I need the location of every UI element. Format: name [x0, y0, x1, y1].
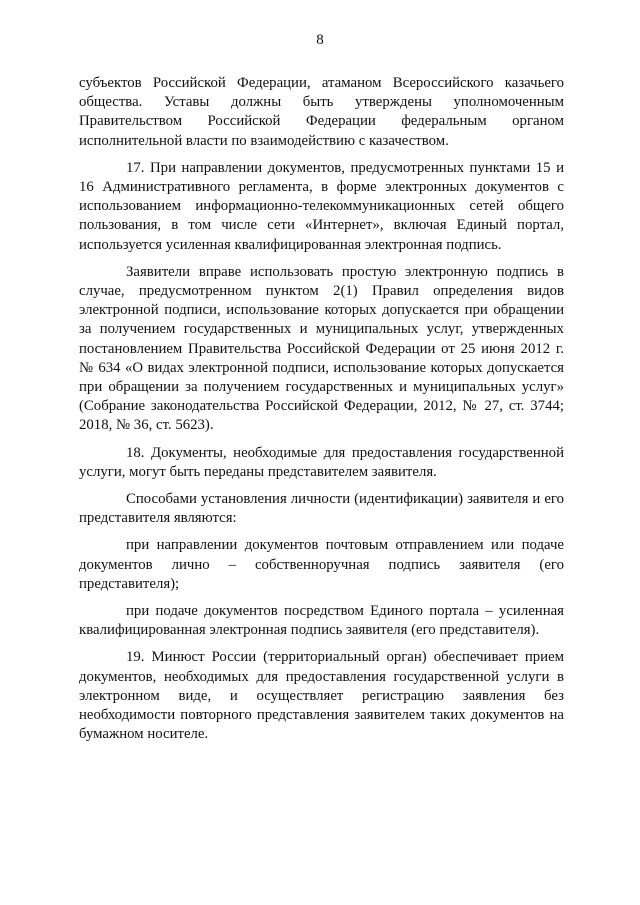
paragraph-gap	[79, 640, 564, 648]
paragraph-19: 19. Минюст России (территориальный орган) обеспечивает прием документов, необходимых для предоставления государственной услуги в электронном виде, и осуществляет регистрацию заявления без необходимости повторного представления заявителем таких документов на бумажном носителе.	[79, 649, 564, 743]
paragraph-gap	[79, 528, 564, 536]
page-number: 8	[316, 32, 324, 48]
paragraph-gap	[79, 255, 564, 263]
paragraph-gap	[79, 436, 564, 444]
paragraph-17: 17. При направлении документов, предусмотренных пунктами 15 и 16 Административного регламента, в форме электронных документов с использованием информационно-телекоммуникационных сетей общего пользования, в том числе сети «Интернет», включая Единый портал, используется усиленная квалифицированная электронная подпись.	[79, 159, 564, 253]
paragraph-gap	[79, 594, 564, 602]
paragraph-18: 18. Документы, необходимые для предоставления государственной услуги, могут быть переданы представителем заявителя.	[79, 444, 564, 480]
paragraph-portal-submission: при подаче документов посредством Единого портала – усиленная квалифицированная электронная подпись заявителя (его представителя).	[79, 603, 564, 639]
paragraph-gap	[79, 151, 564, 159]
paragraph-simple-signature: Заявители вправе использовать простую электронную подпись в случае, предусмотренном пунктом 2(1) Правил определения видов электронной подписи, использование которых допускается при обращении за получением государственных и муниципальных услуг, утвержденных постановлением Правительства Российской Федерации от 25 июня 2012 г. № 634 «О видах электронной подписи, использование которых допускается при обращении за получением государственных и муниципальных услуг» (Собрание законодательства Российской Федерации, 2012, № 27, ст. 3744; 2018, № 36, ст. 5623).	[79, 263, 564, 434]
paragraph-postal-submission: при направлении документов почтовым отправлением или подаче документов лично – собственноручная подпись заявителя (его представителя);	[79, 537, 564, 592]
paragraph-continuation: субъектов Российской Федерации, атаманом Всероссийского казачьего общества. Уставы должны быть утверждены уполномоченным Правительством Российской Федерации федеральным органом исполнительной власти по взаимодействию с казачеством.	[79, 75, 564, 149]
paragraph-gap	[79, 482, 564, 490]
paragraph-identification-methods: Способами установления личности (идентификации) заявителя и его представителя являются:	[79, 491, 564, 527]
document-body	[79, 74, 564, 745]
